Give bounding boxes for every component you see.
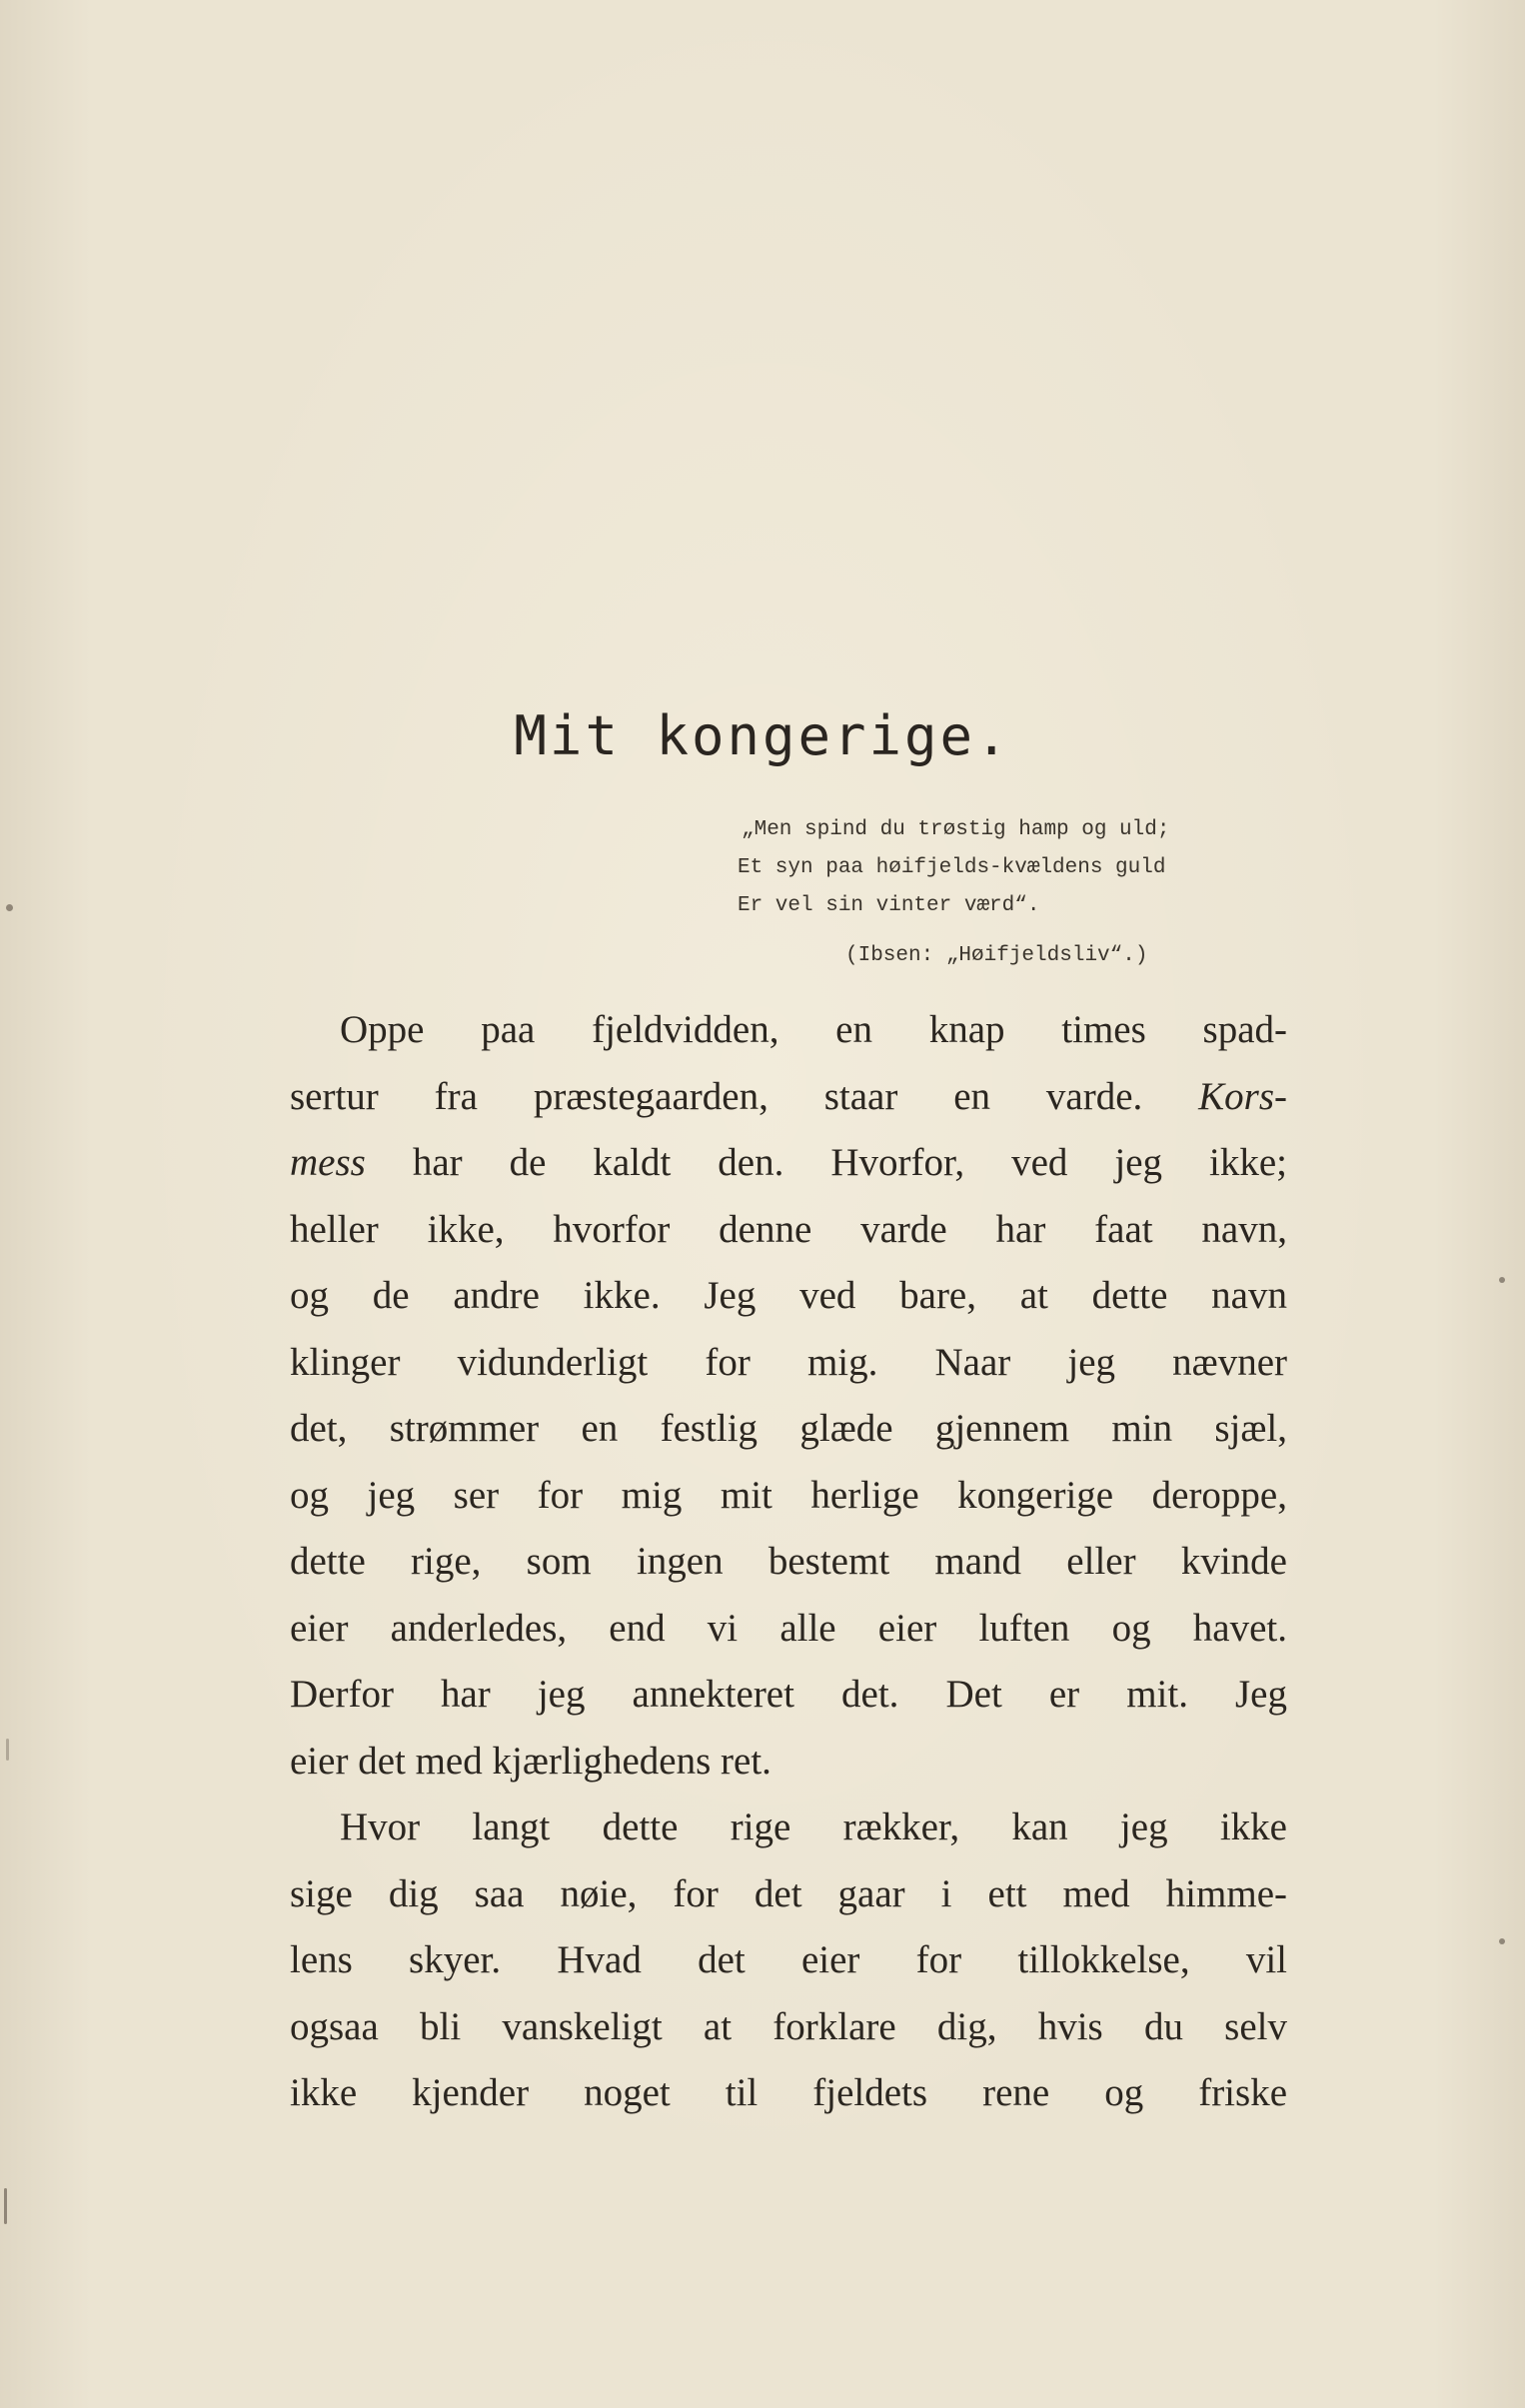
scan-speck xyxy=(1499,1277,1505,1283)
text-line: ogsaa bli vanskeligt at forklare dig, hvis du selv xyxy=(290,2004,1287,2048)
text-line xyxy=(290,1064,1287,1131)
emphasis-text: Kors- xyxy=(1198,1074,1287,1118)
text-line: Hvor langt dette rige rækker, kan jeg ikke xyxy=(340,1806,1287,1848)
epigraph-line-1: „Men spind du trøstig hamp og uld; xyxy=(742,818,1170,841)
text-line: eier anderledes, end vi alle eier luften og havet. xyxy=(290,1606,1287,1650)
text-line: det, strømmer en festlig glæde gjennem min sjæl, xyxy=(290,1407,1287,1450)
text-line: heller ikke, hvorfor denne varde har faat navn, xyxy=(290,1207,1287,1251)
scan-speck xyxy=(6,1739,9,1761)
text-line: klinger vidunderligt for mig. Naar jeg nævner xyxy=(290,1340,1287,1384)
epigraph-line-2: Et syn paa høifjelds-kvældens guld xyxy=(738,856,1166,879)
text-line: og de andre ikke. Jeg ved bare, at dette navn xyxy=(290,1274,1287,1317)
text-line: Derfor har jeg annekteret det. Det er mit. Jeg xyxy=(290,1673,1287,1716)
text-line: dette rige, som ingen bestemt mand eller kvinde xyxy=(290,1540,1287,1583)
emphasis-text: mess xyxy=(290,1141,366,1184)
text-line: lens skyer. Hvad det eier for tillokkelse, vil xyxy=(290,1938,1287,1981)
text-segment: sertur fra præstegaarden, staar en varde. xyxy=(290,1074,1143,1118)
text-segment: har de kaldt den. Hvorfor, ved jeg ikke; xyxy=(412,1141,1287,1184)
text-line xyxy=(290,1130,1287,1197)
chapter-title: Mit kongerige. xyxy=(514,704,1011,767)
text-line: Oppe paa fjeldvidden, en knap times spad- xyxy=(340,1008,1287,1051)
text-line: og jeg ser for mig mit herlige kongerige deroppe, xyxy=(290,1473,1287,1517)
scan-speck xyxy=(6,904,13,911)
body-text xyxy=(290,997,1287,2127)
epigraph-line-3: Er vel sin vinter værd“. xyxy=(738,894,1040,917)
text-line: sige dig saa nøie, for det gaar i ett med himme- xyxy=(290,1871,1287,1915)
text-line: ikke kjender noget til fjeldets rene og friske xyxy=(290,2071,1287,2114)
text-line: eier det med kjærlighedens ret. xyxy=(290,1739,771,1783)
scan-speck xyxy=(4,2188,7,2224)
epigraph xyxy=(738,811,1297,975)
scan-speck xyxy=(1499,1938,1505,1944)
epigraph-source: (Ibsen: „Høifjeldsliv“.) xyxy=(845,944,1148,967)
